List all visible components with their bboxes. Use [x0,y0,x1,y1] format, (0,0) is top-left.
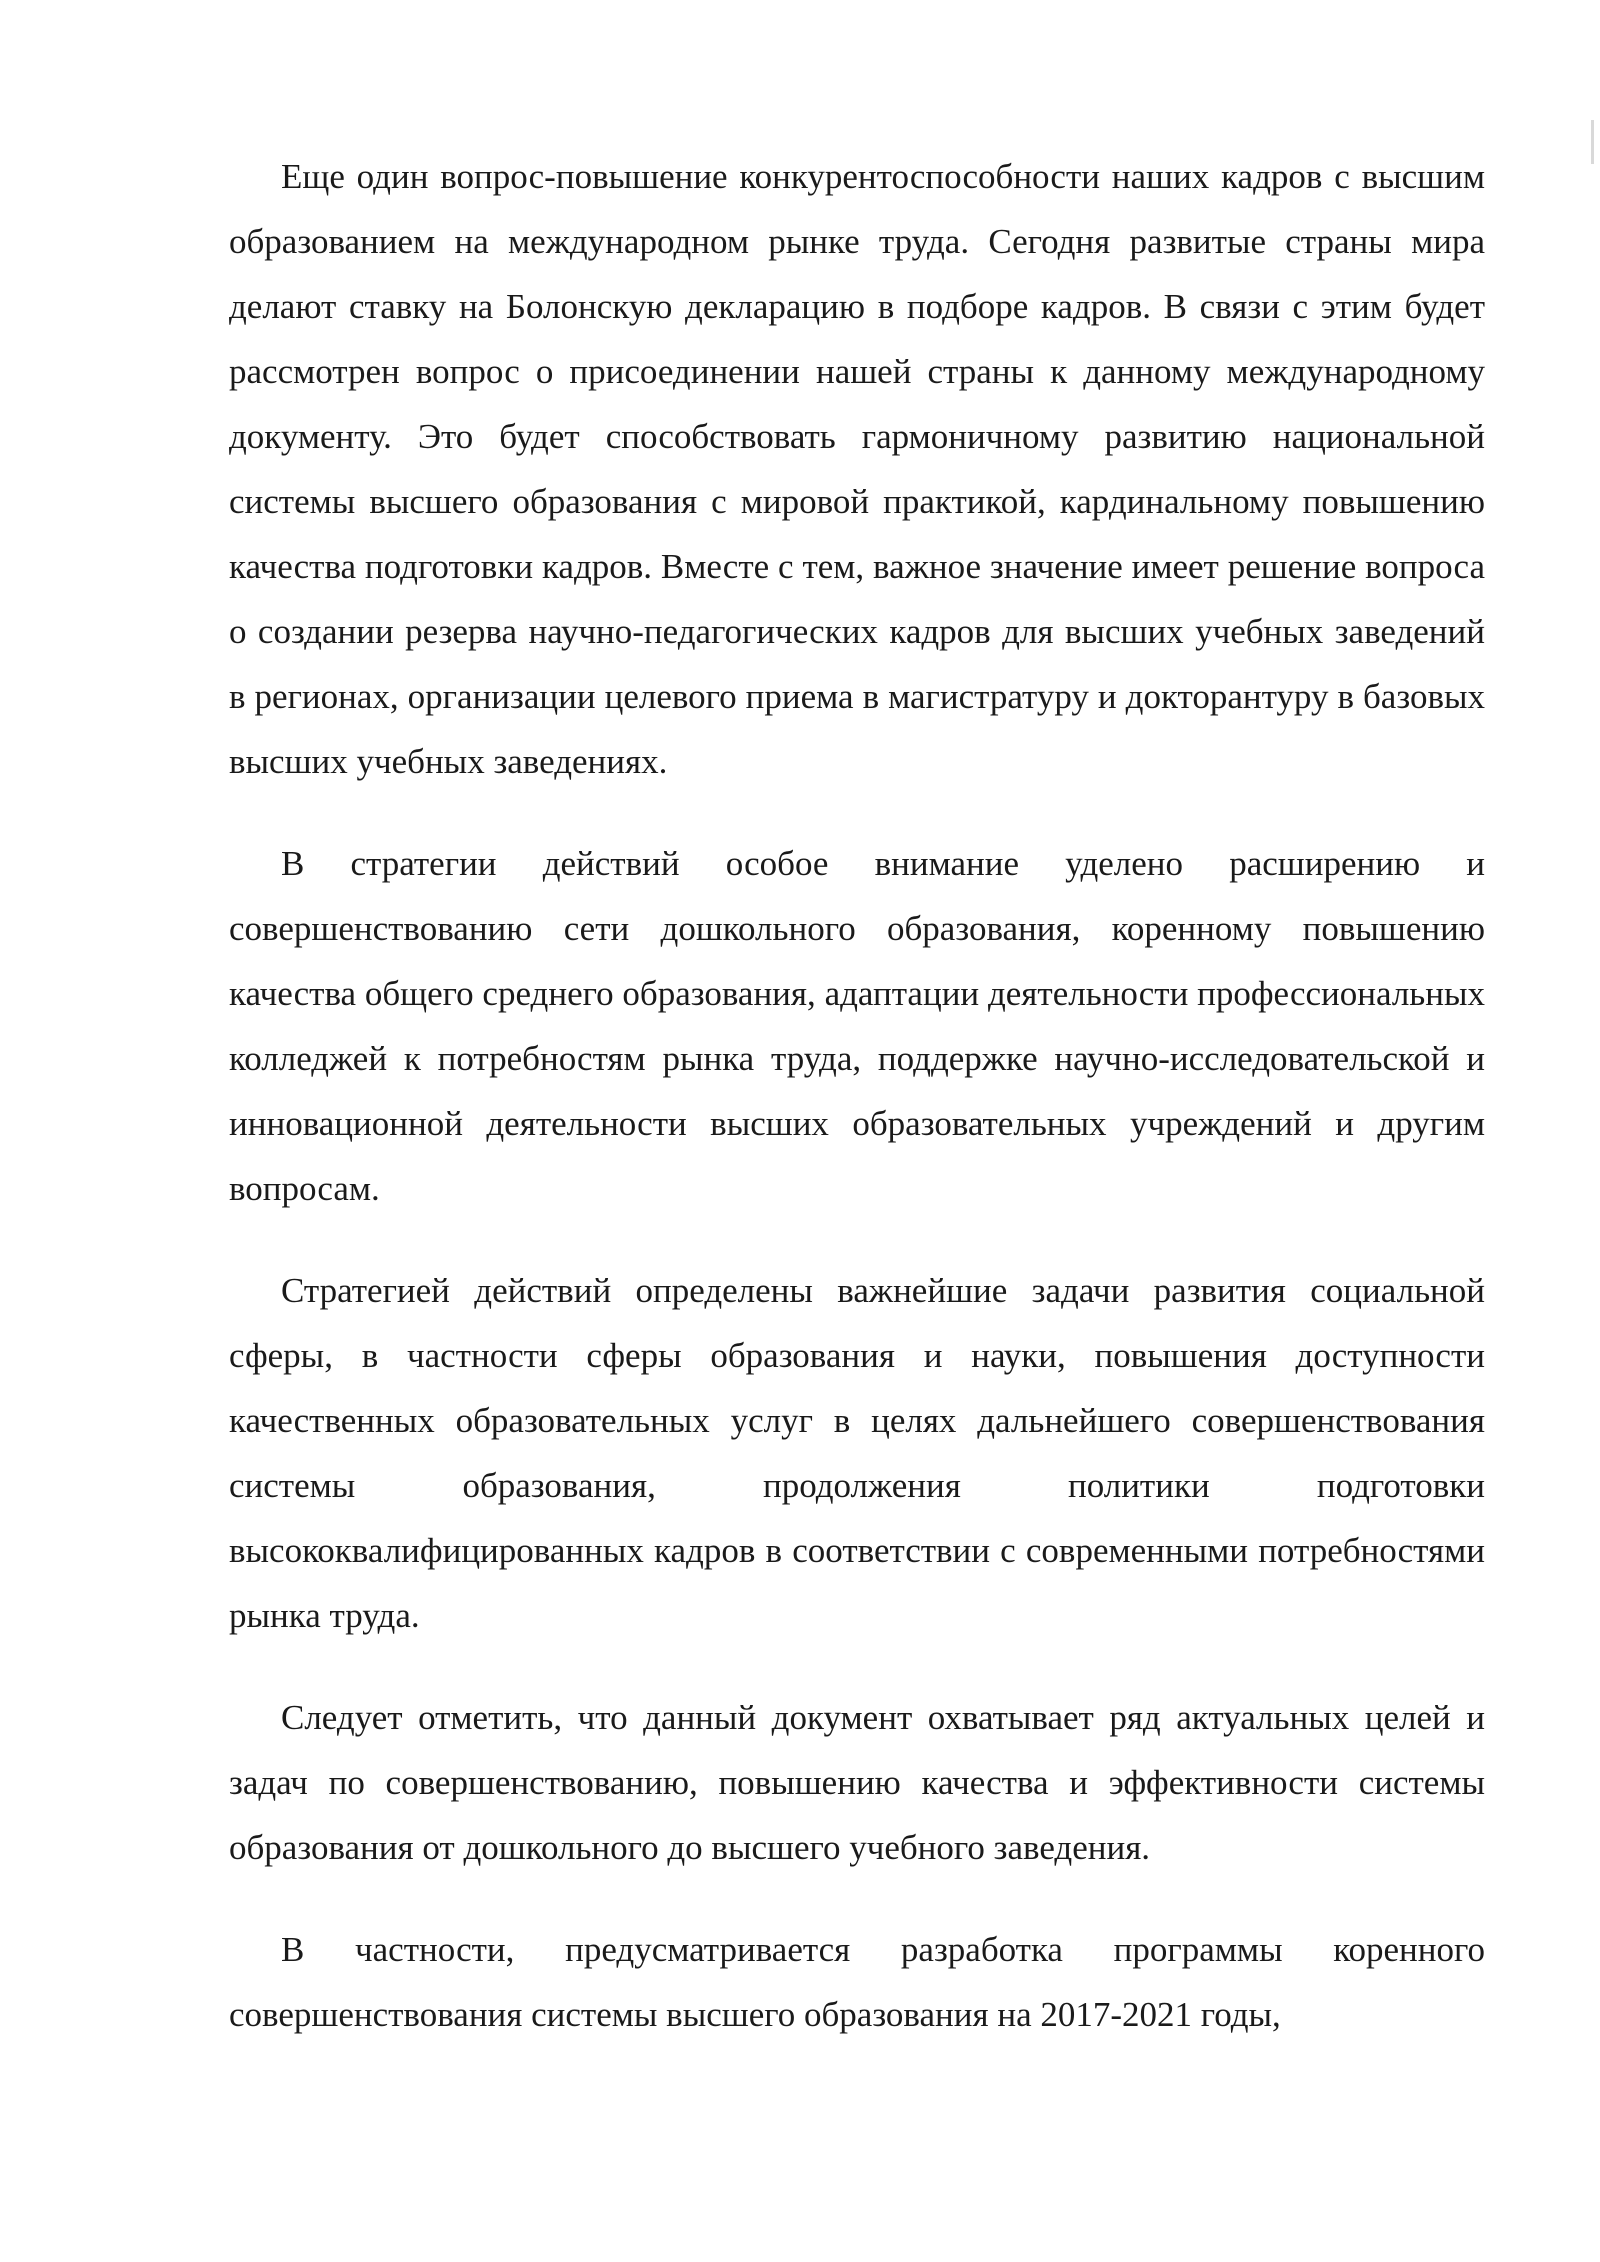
page-edge-mark [1591,120,1594,164]
paragraph-1: Еще один вопрос-повышение конкурентоспособности наших кадров с высшим образованием на международном рынке труда. Сегодня развитые страны мира делают ставку на Болонскую декларацию в подборе кадров. В связи с этим будет рассмотрен вопрос о присоединении нашей страны к данному международному документу. Это будет способствовать гармоничному развитию национальной системы высшего образования с мировой практикой, кардинальному повышению качества подготовки кадров. Вместе с тем, важное значение имеет решение вопроса о создании резерва научно-педагогических кадров для высших учебных заведений в регионах, организации целевого приема в магистратуру и докторантуру в базовых высших учебных заведениях. [229,157,1485,781]
paragraph-2: В стратегии действий особое внимание уделено расширению и совершенствованию сети дошкольного образования, коренному повышению качества общего среднего образования, адаптации деятельности профессиональных колледжей к потребностям рынка труда, поддержке научно-исследовательской и инновационной деятельности высших образовательных учреждений и другим вопросам. [229,844,1485,1208]
paragraph-3: Стратегией действий определены важнейшие задачи развития социальной сферы, в частности сферы образования и науки, повышения доступности качественных образовательных услуг в целях дальнейшего совершенствования системы образования, продолжения политики подготовки высококвалифицированных кадров в соответствии с современными потребностями рынка труда. [229,1271,1485,1635]
paragraph-5: В частности, предусматривается разработка программы коренного совершенствования системы высшего образования на 2017-2021 годы, [229,1930,1485,2034]
paragraph-4: Следует отметить, что данный документ охватывает ряд актуальных целей и задач по совершенствованию, повышению качества и эффективности системы образования от дошкольного до высшего учебного заведения. [229,1698,1485,1867]
document-body [229,144,1485,2047]
